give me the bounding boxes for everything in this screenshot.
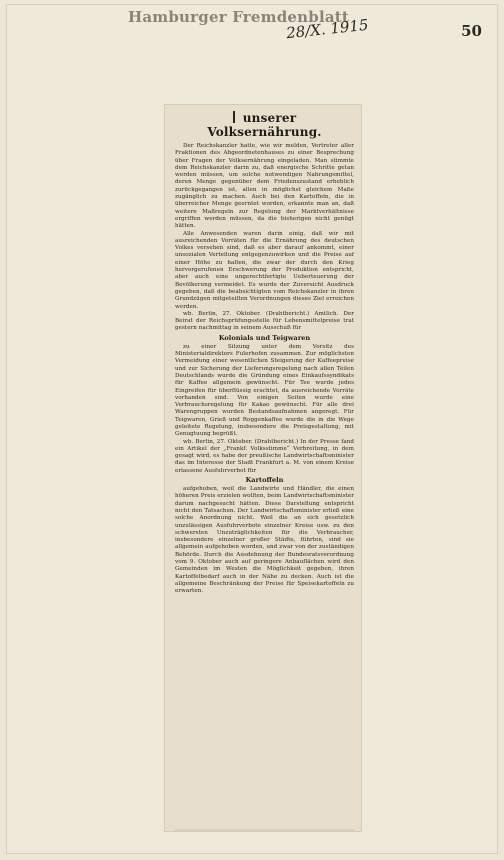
clipping-subhead: Kartoffeln	[245, 476, 284, 485]
clipping-paragraph: Alle Anwesenden waren darin einig, daß wir mit ausreichenden Vorräten für die Ernährung des deutschen Volkes versehen sind, daß es aber darauf ankommt, einer unsozialen Verteilung entgegenzuwirken und die Preise auf einer Höhe zu halten, die zwar der durch den Krieg hervorgerufenen Erschwerung der Produktion entspricht, aber auch eine ungerechtfertigte Ueberteuerung der Bevölkerung vermeidet. Es wurde der Zuversicht Ausdruck gegeben, daß die beabsichtigten vom Reichskanzler in ihren Grundzügen mitgeteilten Verordnungen dieses Ziel erreichen werden.	[175, 230, 354, 310]
clipping-paragraph: wb. Berlin, 27. Oktober. (Drahtbericht.) Amtlich. Der Beirat der Reichsprüfungsstelle für Lebensmittelpreise trat gestern nachmittag in seinem Ausschuß für	[175, 310, 354, 332]
clipping-subhead: Kolonials und Teigwaren	[218, 333, 311, 342]
newspaper-clipping	[164, 104, 362, 832]
clipping-paragraph: wb. Berlin, 27. Oktober. (Drahtbericht.) In der Presse fand ein Artikel der „Frankf. Volksstimme“ Verbreitung, in dem gesagt wird, es habe der preußische Landwirtschaftsminister das im Interesse der Stadt Frankfurt a. M. von einem Kreise erlassene Ausfuhrverbot für	[175, 438, 354, 474]
archive-sheet	[6, 4, 498, 854]
clipping-title: unserer Volksernährung.	[175, 111, 354, 139]
clipping-paragraph: Der Reichskanzler hatte, wie wir melden, Vertreter aller Fraktionen des Abgeordnetenhauses zu einer Besprechung über Fragen der Volksernährung eingeladen. Man stimmte dem Reichskanzler darin zu, daß energische Schritte getan werden müssen, um solche notwendigen Nahrungsmittel, deren Menge gegenüber dem Friedenszustand erheblich zurückgegangen ist, allen in möglichst gleichem Maße zugänglich zu machen. Auch bei den Kartoffeln, die in überreicher Menge geerntet worden, erkannte man an, daß weitere Maßregeln zur Regelung der Marktverhältnisse ergriffen werden müssen, da die bisherigen nicht genügt hätten.	[175, 143, 354, 230]
handwritten-date: 28/X. 1915	[285, 15, 370, 43]
clipping-bottom-edge	[175, 829, 354, 831]
clipping-paragraph: aufgehoben, weil die Landwirte und Händler, die einen höheren Preis erzielen wollten, beim Landwirtschaftsminister darum nachgesucht hätten. Diese Darstellung entspricht nicht den Tatsachen. Der Landwirtschaftsminister erließ eine solche Anordnung nicht. Weil die an sich gesetzlich unzulässigen Ausfuhrverbote einzelner Kreise usw. zu den schwersten Unzuträglichkeiten für die Verbraucher, insbesondere einzelner großer Städte, führten, sind sie allgemein aufgehoben worden, und zwar von der zuständigen Behörde. Durch die Ausdehnung der Bundesratsverordnung vom 9. Oktober auch auf geringere Anbauflächen wird den Gemeinden im Westen die Möglichkeit gegeben, ihren Kartoffelbedarf auch in der Nähe zu decken. Auch ist die allgemeine Beschränkung der Preise für Speisekartoffeln zu erwarten.	[175, 486, 354, 595]
page-number: 50	[461, 22, 482, 40]
newspaper-source-stamp: Hamburger Fremdenblatt	[128, 8, 350, 26]
clipping-paragraph: zu einer Sitzung unter dem Vorsitz des Ministerialdirektors Fulerhofen zusammen. Zur möglichsten Vermeidung einer wesentlichen Steigerung der Kaffeepreise und zur Sicherung der Lieferungsregelung nach allen Teilen Deutschlands wurde die Gründung eines Einkaufssyndikats für Kaffee allgemein gewünscht. Für Tee wurde jedes Eingreifen für überflüssig erachtet, da ausreichende Vorräte vorhanden sind. Von einigen Seiten wurde eine Verbrauchsregelung für Kakao gewünscht. Für alle drei Warengruppen wurden Bestandsaufnahmen angeregt. Für Teigwaren, Grieß und Roggenkaffee wurde die in die Wege geleitete Regelung, insbesondere die Preisgestaltung, mit Genugtuung begrüßt.	[175, 343, 354, 438]
